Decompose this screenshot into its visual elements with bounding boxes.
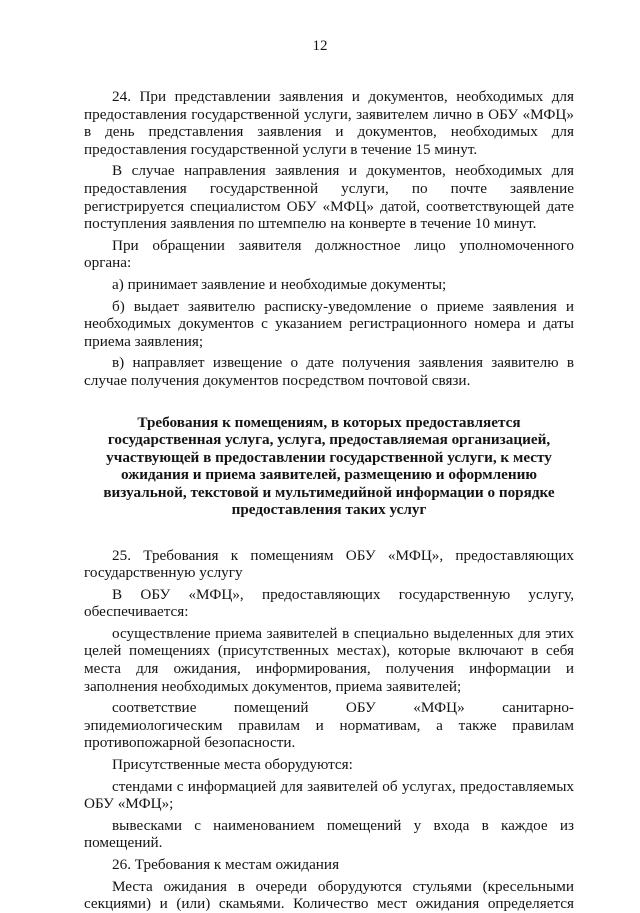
- heading-line: ожидания и приема заявителей, размещению и оформлению: [121, 466, 537, 483]
- paragraph-24: 24. При представлении заявления и документов, необходимых для предоставления государственной услуги, заявителем лично в ОБУ «МФЦ» в день представления заявления и документов, необходимых для предоставления государственной услуги в течение 15 минут.: [84, 88, 574, 158]
- paragraph-signs: вывесками с наименованием помещений у входа в каждое из помещений.: [84, 816, 574, 852]
- list-item-a: а) принимает заявление и необходимые документы;: [112, 275, 447, 293]
- heading-line: Требования к помещениям, в которых предоставляется: [137, 413, 521, 431]
- section-heading: [98, 414, 560, 519]
- paragraph-waiting-places: Места ожидания в очереди оборудуются стульями (кресельными секциями) и (или) скамьями. Количество мест ожидания определяется: [84, 877, 574, 913]
- page-number: 12: [312, 38, 328, 54]
- list-item-c: в) направляет извещение о дате получения заявления заявителю в случае получения документов посредством почтовой связи.: [84, 354, 574, 389]
- paragraph-mfc-provides: В ОБУ «МФЦ», предоставляющих государственную услугу, обеспечивается:: [84, 585, 574, 621]
- paragraph-official-duties: При обращении заявителя должностное лицо уполномоченного органа:: [84, 236, 574, 272]
- paragraph-equipped: Присутственные места оборудуются:: [112, 756, 353, 774]
- heading-line: предоставления таких услуг: [231, 501, 427, 518]
- list-item-b: б) выдает заявителю расписку-уведомление о приеме заявления и необходимых документов с указанием регистрационного номера и даты приема заявления;: [84, 297, 574, 350]
- paragraph-26: 26. Требования к местам ожидания: [112, 856, 340, 873]
- document-body: [84, 88, 574, 913]
- heading-line: визуальной, текстовой и мультимедийной информации о порядке: [103, 483, 555, 501]
- heading-line: участвующей в предоставлении государственной услуги, к месту: [106, 448, 552, 466]
- paragraph-mail-submission: В случае направления заявления и документов, необходимых для предоставления государственной услуги, по почте заявление регистрируется специалистом ОБУ «МФЦ» датой, соответствующей дате поступления заявления по штемпелю на конверте в течение 10 минут.: [84, 162, 574, 233]
- paragraph-25: 25. Требования к помещениям ОБУ «МФЦ», предоставляющих государственную услугу: [84, 546, 574, 582]
- heading-line: государственная услуга, услуга, предоставляемая организацией,: [107, 431, 551, 448]
- paragraph-reception: осуществление приема заявителей в специально выделенных для этих целей помещениях (присутственных местах), которые включают в себя места для ожидания, информирования, получения информации и заполнения необходимых документов, приема заявителей;: [84, 624, 574, 695]
- paragraph-stands: стендами с информацией для заявителей об услугах, предоставляемых ОБУ «МФЦ»;: [84, 777, 574, 813]
- paragraph-compliance: соответствие помещений ОБУ «МФЦ» санитарно-эпидемиологическим правилам и нормативам, а также правилам противопожарной безопасности.: [84, 699, 574, 752]
